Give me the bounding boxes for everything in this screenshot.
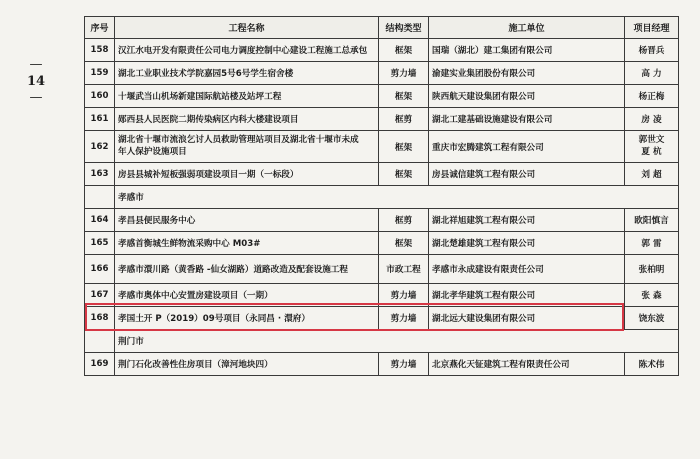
table-row (85, 163, 679, 186)
table-row (85, 209, 679, 232)
cell-seq: 166 (85, 255, 115, 284)
cell-seq: 164 (85, 209, 115, 232)
table-row (85, 62, 679, 85)
cell-seq: 160 (85, 85, 115, 108)
cell-structure: 市政工程 (379, 255, 429, 284)
cell-manager: 房 凌 (625, 108, 679, 131)
cell-unit: 湖北孝华建筑工程有限公司 (429, 284, 625, 307)
cell-manager: 杨正梅 (625, 85, 679, 108)
cell-project (115, 131, 379, 163)
cell-manager: 杨晋兵 (625, 39, 679, 62)
cell-manager (625, 131, 679, 163)
cell-unit: 陕西航天建设集团有限公司 (429, 85, 625, 108)
cell-seq: 165 (85, 232, 115, 255)
cell-unit: 湖北工建基础设施建设有限公司 (429, 108, 625, 131)
cell-project: 孝感市奥体中心安置房建设项目（一期） (115, 284, 379, 307)
cell-structure: 剪力墙 (379, 353, 429, 376)
cell-unit: 房县诚信建筑工程有限公司 (429, 163, 625, 186)
header-structure: 结构类型 (379, 17, 429, 39)
cell-unit: 北京燕化天钲建筑工程有限责任公司 (429, 353, 625, 376)
project-table (84, 16, 679, 376)
cell-manager: 张 森 (625, 284, 679, 307)
cell-manager: 郭 雷 (625, 232, 679, 255)
cell-unit: 渝建实业集团股份有限公司 (429, 62, 625, 85)
cell-structure: 框架 (379, 85, 429, 108)
cell-unit: 重庆市宏腾建筑工程有限公司 (429, 131, 625, 163)
table-row (85, 108, 679, 131)
table-row (85, 85, 679, 108)
cell-project: 荆门石化改善性住房项目（漳河地块四） (115, 353, 379, 376)
cell-project-line2: 年人保护设施项目 (118, 146, 187, 157)
table-row (85, 131, 679, 163)
cell-project-line1: 湖北省十堰市流浪乞讨人员救助管理站项目及湖北省十堰市未成 (118, 135, 359, 146)
cell-project: 湖北工业职业技术学院嘉园5号6号学生宿舍楼 (115, 62, 379, 85)
cell-unit: 孝感市永成建设有限责任公司 (429, 255, 625, 284)
city-row (85, 186, 679, 209)
cell-unit: 湖北楚雄建筑工程有限公司 (429, 232, 625, 255)
cell-structure: 剪力墙 (379, 62, 429, 85)
cell-manager: 欧阳慎言 (625, 209, 679, 232)
cell-seq: 168 (85, 307, 115, 330)
cell-seq: 162 (85, 131, 115, 163)
cell-structure: 框架 (379, 163, 429, 186)
table-row (85, 284, 679, 307)
cell-project: 孝昌县便民服务中心 (115, 209, 379, 232)
cell-seq: 161 (85, 108, 115, 131)
cell-structure: 框架 (379, 131, 429, 163)
city-row (85, 330, 679, 353)
cell-manager-line2: 夏 杭 (641, 146, 662, 157)
page-number-text: 14 (26, 73, 46, 89)
cell-structure: 剪力墙 (379, 284, 429, 307)
cell-manager-line1: 郭世文 (638, 135, 665, 146)
page-number (26, 58, 46, 105)
table-row (85, 39, 679, 62)
table-header-row (85, 17, 679, 39)
cell-structure: 框架 (379, 232, 429, 255)
cell-project: 房县县城补短板强弱项建设项目一期（一标段） (115, 163, 379, 186)
cell-seq: 158 (85, 39, 115, 62)
cell-seq: 169 (85, 353, 115, 376)
city-label: 孝感市 (115, 186, 679, 209)
cell-structure: 框剪 (379, 108, 429, 131)
cell-unit: 湖北祥旭建筑工程有限公司 (429, 209, 625, 232)
cell-structure: 框剪 (379, 209, 429, 232)
table-row-highlighted (85, 255, 679, 284)
cell-manager: 陈术伟 (625, 353, 679, 376)
page-number-dash-bottom: — (29, 90, 43, 106)
header-manager: 项目经理 (625, 17, 679, 39)
cell-project: 郧西县人民医院二期传染病区内科大楼建设项目 (115, 108, 379, 131)
cell-project: 汉江水电开发有限责任公司电力调度控制中心建设工程施工总承包 (115, 39, 379, 62)
cell-seq: 159 (85, 62, 115, 85)
cell-seq: 167 (85, 284, 115, 307)
cell-seq-empty (85, 330, 115, 353)
cell-manager: 饶东波 (625, 307, 679, 330)
cell-unit: 国瑞（湖北）建工集团有限公司 (429, 39, 625, 62)
cell-unit: 湖北远大建设集团有限公司 (429, 307, 625, 330)
table-row (85, 232, 679, 255)
city-label: 荆门市 (115, 330, 679, 353)
table-row (85, 307, 679, 330)
cell-seq: 163 (85, 163, 115, 186)
cell-structure: 剪力墙 (379, 307, 429, 330)
cell-seq-empty (85, 186, 115, 209)
header-project: 工程名称 (115, 17, 379, 39)
cell-project: 十堰武当山机场新建国际航站楼及站坪工程 (115, 85, 379, 108)
cell-project: 孝感首衡城生鲜物流采购中心 M03# (115, 232, 379, 255)
cell-manager: 高 力 (625, 62, 679, 85)
cell-manager: 刘 超 (625, 163, 679, 186)
page-number-dash-top: — (29, 57, 43, 72)
table-row (85, 353, 679, 376)
cell-project: 孝感市澴川路（黄香路 -仙女湖路）道路改造及配套设施工程 (115, 255, 379, 284)
header-unit: 施工单位 (429, 17, 625, 39)
header-seq: 序号 (85, 17, 115, 39)
cell-structure: 框架 (379, 39, 429, 62)
cell-project: 孝国土开 P（2019）09号项目（永同昌 · 澴府） (115, 307, 379, 330)
cell-manager: 张柏明 (625, 255, 679, 284)
